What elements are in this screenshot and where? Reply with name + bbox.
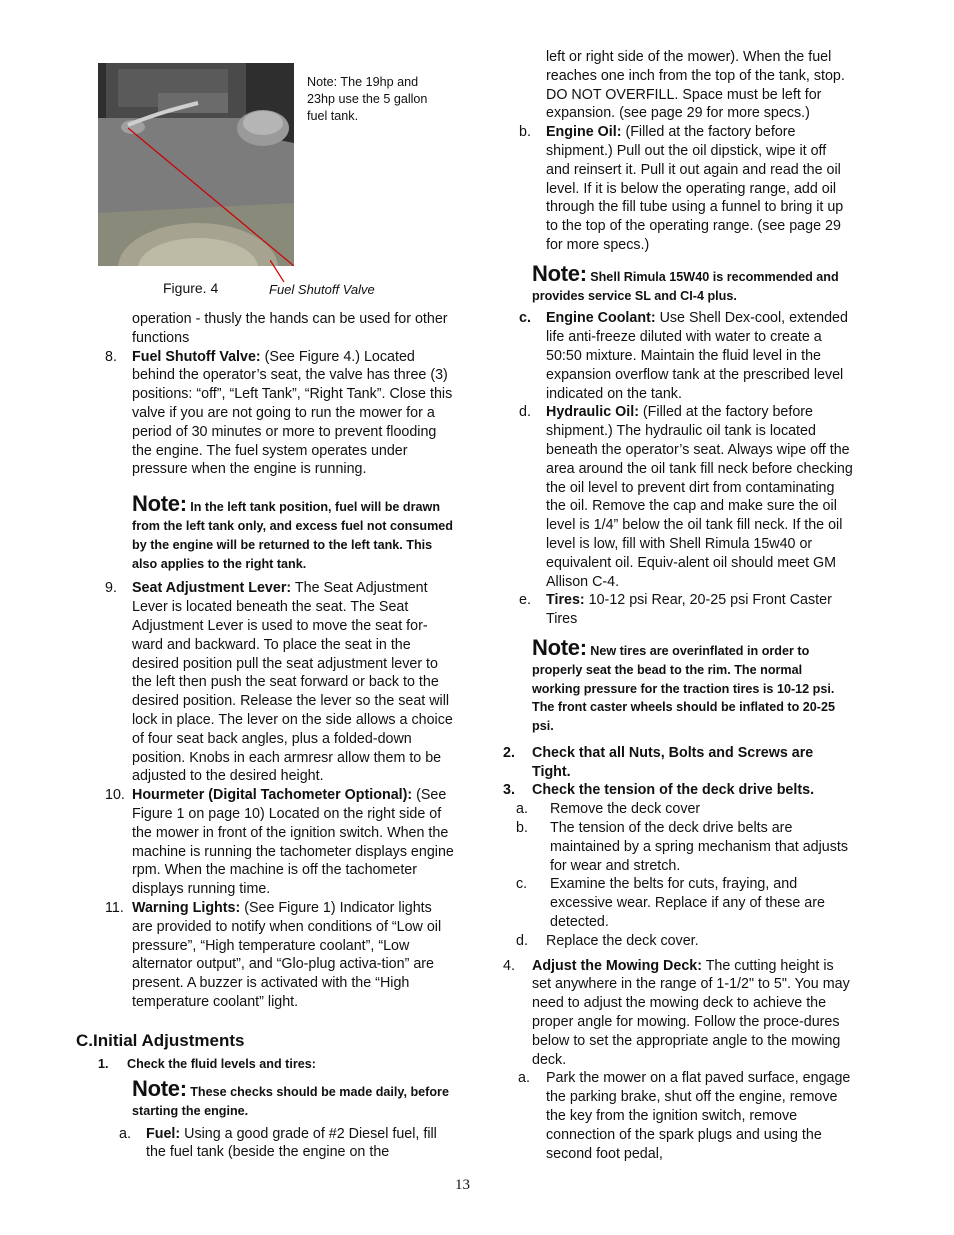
item-text: (See Figure 1 on page 10) Located on the right side of the mower in front of the ignition switch. When the machine is running the tachometer displays engine rpm. When the machine is off the tachometer displays running time. [132,787,454,898]
item-engine-coolant [503,309,853,403]
figure-label: Figure. 4 [163,280,219,296]
step-check-nuts-bolts [503,744,853,782]
substep-text: Replace the deck cover. [546,932,699,949]
step-number: 2. [503,744,515,761]
substep-letter: a. [518,1070,530,1087]
step-title: Adjust the Mowing Deck: [532,957,702,974]
item-text: (Filled at the factory before shipment.) Pull out the oil dipstick, wipe it off and reinsert it. Pull it out again and read the oil level. If it is below the operating range, add oil through the fill tube using a funnel to bring it up to the top of the operating range. (see page 29 for more specs.) [546,124,844,253]
step-check-fluid-levels [76,1056,456,1074]
step-title: Check the fluid levels and tires: [127,1057,316,1072]
figure-4-photo [98,63,294,266]
item-fuel-shutoff-valve [76,348,456,480]
note-heading: Note: [132,1076,187,1102]
item-seat-adjustment-lever [76,579,456,786]
left-column [76,310,456,1162]
note-heading: Note: [532,260,587,286]
item-title: Fuel Shutoff Valve: [132,348,261,365]
step-number: 3. [503,782,515,799]
item-tires [503,591,853,629]
item-letter: d. [519,404,531,421]
step-text: The cutting height is set anywhere in the range of 1-1/2" to 5". You may need to adjust the mowing deck to achieve the proper angle for mowing. Follow the proce-dures below to set the appropriate angle to the mowing deck. [532,957,850,1068]
item-title: Warning Lights: [132,899,241,916]
note-body: New tires are overinflated in order to properly seat the bead to the rim. The normal working pressure for the traction tires is 10-12 psi. The front caster wheels should be inflated to 20-25 psi. [532,643,836,734]
item-text: (Filled at the factory before shipment.) The hydraulic oil tank is located beneath the operator’s seat. Always wipe off the area around the oil tank fill neck before checking the oil level to prevent dirt from contaminating the oil. Remove the cap and make sure the oil level is 1/4” below the oil tank fill neck. If the oil level is low, fill with Shell Rimula 15w40 or equivalent oil. Equiv-alent oil should meet GM Allison C-4. [546,404,853,590]
substep-letter: a. [516,801,528,818]
item-title: Fuel: [146,1125,181,1142]
item-engine-oil [503,123,853,255]
right-column [503,48,853,1163]
step-check-belt-tension [503,781,853,800]
substep-text: Park the mower on a flat paved surface, engage the parking brake, shut off the engine, remove the key from the ignition switch, remove connection of the spark plugs and using the second foot pedal, [546,1070,851,1162]
note-daily-checks [76,1076,456,1121]
item-fuel [76,1125,456,1163]
substep-examine-belts [503,875,853,931]
substep-text: Remove the deck cover [550,801,701,818]
note-body: In the left tank position, fuel will be drawn from the left tank only, and excess fuel not consumed by the engine will be returned to the left tank. This also applies to the right tank. [132,500,453,571]
item-warning-lights [76,899,456,1012]
substep-letter: b. [516,820,528,837]
note-body: These checks should be made daily, before starting the engine. [132,1085,449,1118]
item-hourmeter [76,786,456,899]
item-letter: e. [519,592,531,609]
item-letter: a. [119,1125,131,1142]
substep-remove-deck-cover [503,800,853,819]
note-tire-pressure [503,634,853,736]
note-shell-rimula [503,260,853,306]
item-title: Seat Adjustment Lever: [132,580,292,597]
substep-letter: d. [516,932,528,949]
note-body: Shell Rimula 15W40 is recommended and provides service SL and CI-4 plus. [532,269,839,303]
step-title: Check the tension of the deck drive belts. [532,782,815,799]
substep-park-mower [503,1069,853,1163]
substep-text: Examine the belts for cuts, fraying, and excessive wear. Replace if any of these are detected. [550,876,825,931]
item-text: 10-12 psi Rear, 20-25 psi Front Caster Tires [546,592,832,628]
item-title: Hourmeter (Digital Tachometer Optional): [132,787,413,804]
step-number: 1. [98,1057,109,1072]
item-title: Engine Coolant: [546,310,656,327]
note-heading: Note: [132,491,187,517]
substep-belt-tension [503,819,853,875]
page-number: 13 [455,1177,470,1193]
item-number: 9. [105,580,117,597]
item-hydraulic-oil [503,403,853,591]
continuation-text: left or right side of the mower). When the fuel reaches one inch from the top of the tank, stop. DO NOT OVERFILL. Space must be left for expansion. (see page 29 for more specs.) [546,49,845,122]
continuation-text: operation - thusly the hands can be used for other functions [132,311,448,346]
substep-letter: c. [516,876,528,893]
item-title: Tires: [546,592,585,609]
item-text: The Seat Adjustment Lever is located beneath the seat. The Seat Adjustment Lever is used to move the seat for-ward and backward. To place the seat in the desired position pull the seat adjustment lever to the left then push the seat forward or back to the desired position. Release the lever so the seat will lock in place. The lever on the side allows a choice of four seat back angles, plus a folded-down position. Knobs in each armresr allow them to be adjusted to the desired height. [132,580,453,785]
section-title-initial-adjustments: C.Initial Adjustments [76,1030,245,1050]
substep-replace-deck-cover [503,932,853,951]
callout-leader-line [270,260,290,284]
item-letter: b. [519,124,531,141]
fuel-tank-illustration [98,63,294,266]
step-adjust-mowing-deck [503,957,853,1070]
item-title: Hydraulic Oil: [546,404,639,421]
step-title: Check that all Nuts, Bolts and Screws are Tight. [532,744,814,780]
item-text: (See Figure 4.) Located behind the operator’s seat, the valve has three (3) positions: “off”, “Left Tank”, “Right Tank”. Close this valve if you are not going to run the mower for a period of 30 minutes or more to prevent flooding the engine. The fuel system operates under pressure when the engine is running. [132,348,453,478]
item-text: Using a good grade of #2 Diesel fuel, fill the fuel tank (beside the engine on the [146,1125,437,1161]
step-number: 4. [503,957,515,974]
figure-caption-note: Note: The 19hp and 23hp use the 5 gallon fuel tank. [307,75,428,123]
item-text: (See Figure 1) Indicator lights are provided to notify when conditions of “Low oil pressure”, “High temperature coolant”, “Low alternator output”, and “Glo-plug activa-tion” are present. A buzzer is activated with the “High temperature coolant” light. [132,899,442,1010]
figure-callout: Fuel Shutoff Valve [269,282,375,297]
note-left-tank [76,491,456,573]
item-number: 8. [105,348,117,365]
item-title: Engine Oil: [546,124,622,141]
note-heading: Note: [532,634,587,660]
item-number: 10. [105,787,125,804]
item-text: Use Shell Dex-cool, extended life anti-freeze diluted with water to create a 50:50 mixture. Maintain the fluid level in the expansion overflow tank at the prescribed level indicated on the tank. [546,310,848,402]
substep-text: The tension of the deck drive belts are maintained by a spring mechanism that adjusts for wear and stretch. [550,820,849,874]
item-letter: c. [519,310,531,327]
item-number: 11. [105,899,124,916]
